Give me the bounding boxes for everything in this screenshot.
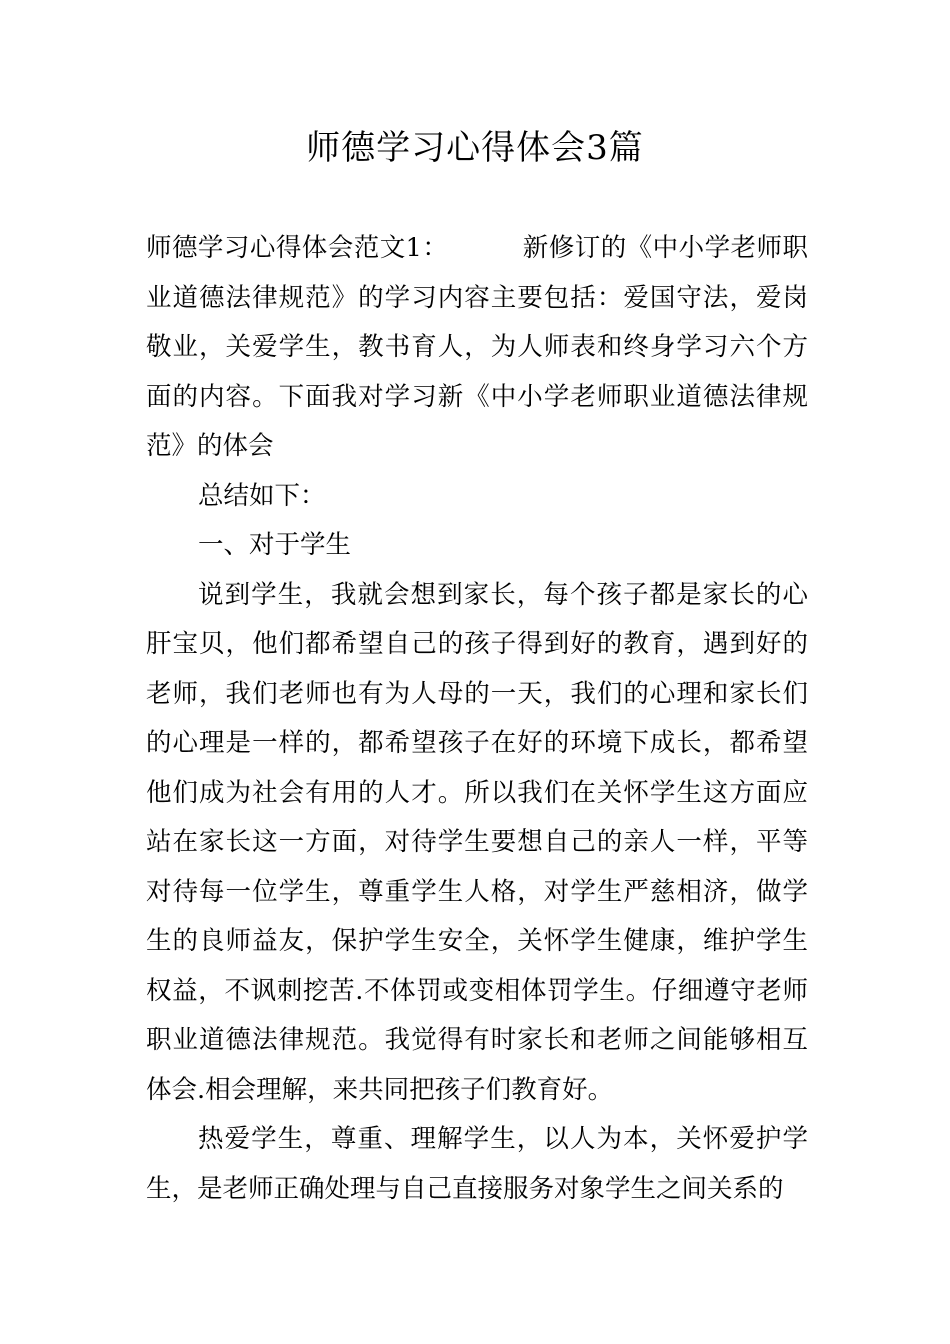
document-body	[146, 224, 808, 1214]
intro-label: 师德学习心得体会范文1：	[146, 233, 449, 263]
intro-paragraph	[146, 224, 808, 472]
body-paragraph-2: 热爱学生，尊重、理解学生，以人为本，关怀爱护学生，是老师正确处理与自己直接服务对象学生之间关系的	[146, 1124, 808, 1204]
section-heading: 一、对于学生	[198, 530, 352, 560]
summary-line: 总结如下：	[198, 480, 326, 511]
page-title: 师德学习心得体会3篇	[306, 128, 644, 168]
body-paragraph-1: 说到学生，我就会想到家长，每个孩子都是家长的心肝宝贝，他们都希望自己的孩子得到好的教育，遇到好的老师，我们老师也有为人母的一天，我们的心理和家长们的心理是一样的，都希望孩子在好的环境下成长，都希望他们成为社会有用的人才。所以我们在关怀学生这方面应站在家长这一方面，对待学生要想自己的亲人一样，平等对待每一位学生，尊重学生人格，对学生严慈相济，做学生的良师益友，保护学生安全，关怀学生健康，维护学生权益，不讽刺挖苦.不体罚或变相体罚学生。仔细遵守老师职业道德法律规范。我觉得有时家长和老师之间能够相互体会.相会理解，来共同把孩子们教育好。	[146, 579, 808, 1105]
intro-text: 新修订的《中小学老师职业道德法律规范》的学习内容主要包括：爱国守法，爱岗敬业，关爱学生，教书育人，为人师表和终身学习六个方面的内容。下面我对学习新《中小学老师职业道德法律规范》的体会	[146, 233, 808, 461]
